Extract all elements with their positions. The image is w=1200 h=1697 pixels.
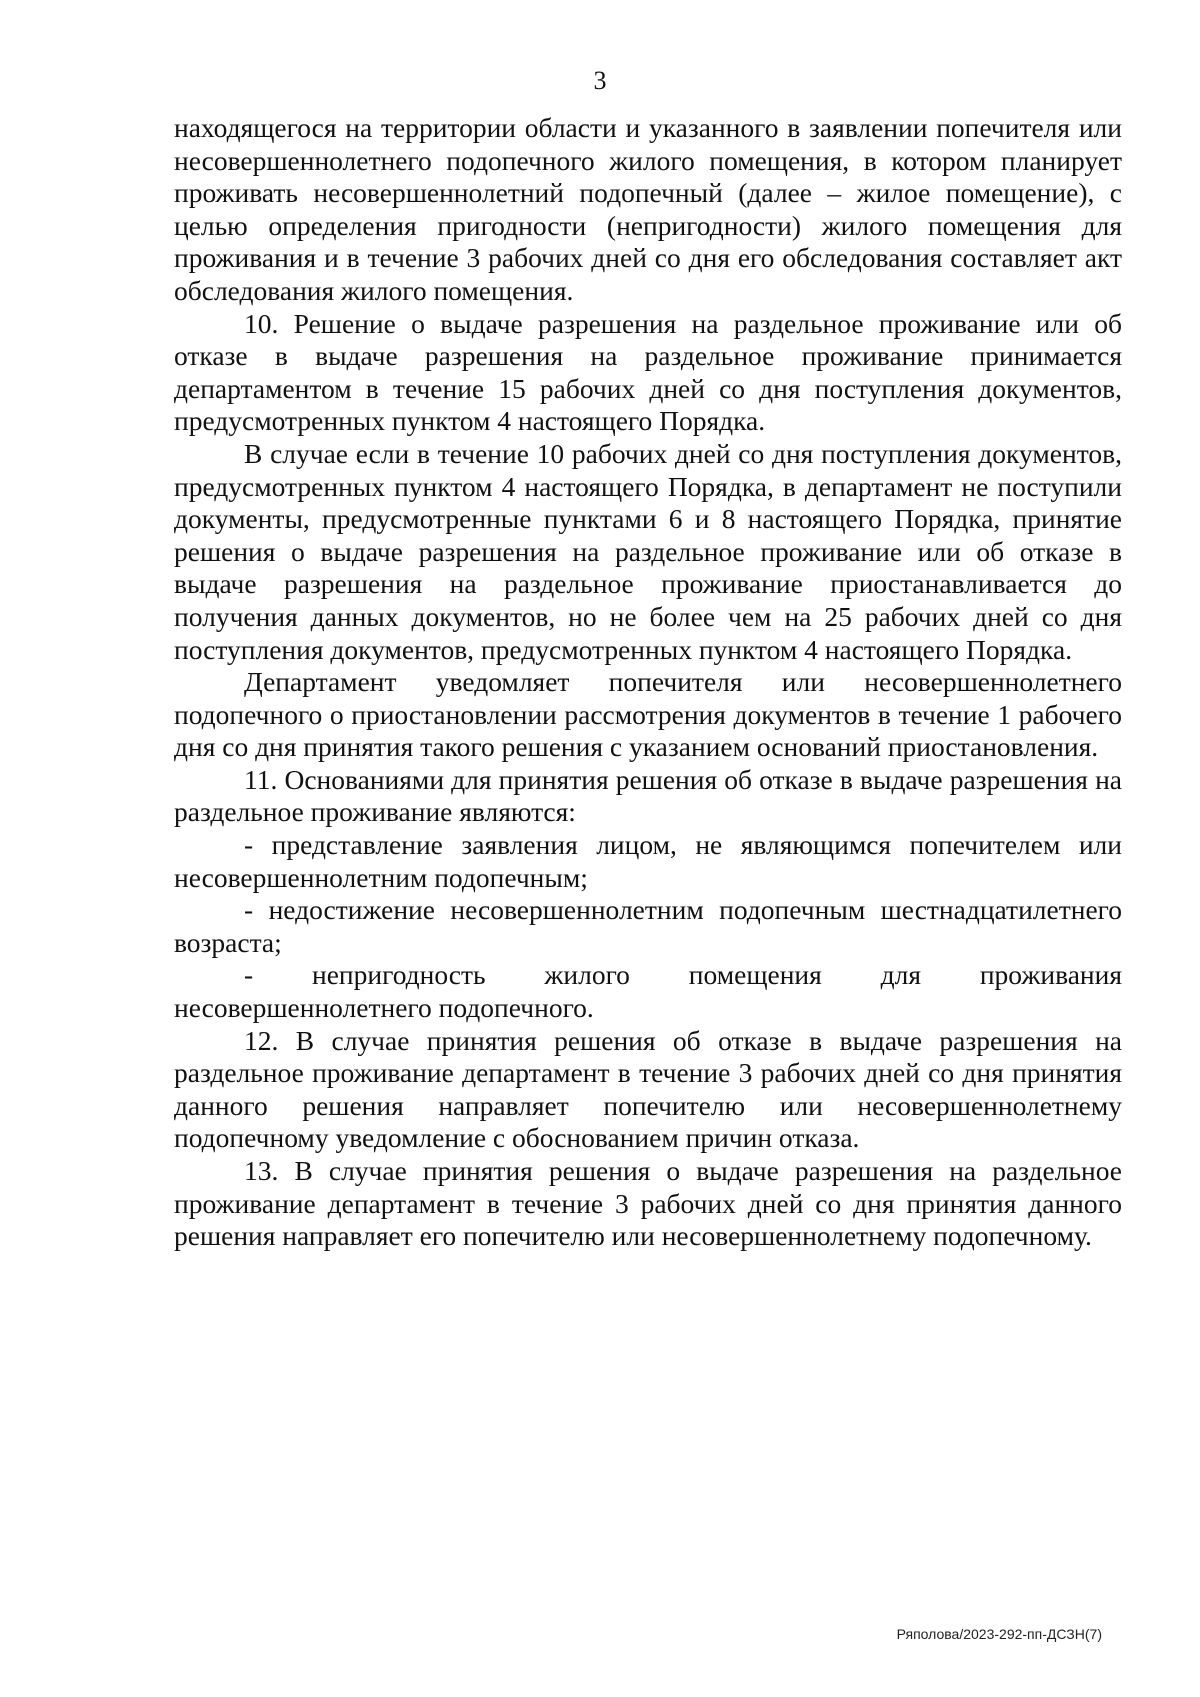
page-number: 3 <box>593 66 607 95</box>
paragraph-3: В случае если в течение 10 рабочих дней со дня поступления документов, предусмотренных пунктом 4 настоящего Порядка, в департамент не поступили документы, предусмотренные пунктами 6 и 8 настоящего Порядка, принятие решения о выдаче разрешения на раздельное проживание или об отказе в выдаче разрешения на раздельное проживание приостанавливается до получения данных документов, но не более чем на 25 рабочих дней со дня поступления документов, предусмотренных пунктом 4 настоящего Порядка. <box>174 437 1122 665</box>
paragraph-1: находящегося на территории области и указанного в заявлении попечителя или несовершеннолетнего подопечного жилого помещения, в котором планирует проживать несовершеннолетний подопечный (далее – жилое помещение), с целью определения пригодности (непригодности) жилого помещения для проживания и в течение 3 рабочих дней со дня его обследования составляет акт обследования жилого помещения. <box>174 112 1122 306</box>
paragraph-10: 13. В случае принятия решения о выдаче разрешения на раздельное проживание департамент в течение 3 рабочих дней со дня принятия данного решения направляет его попечителю или несовершеннолетнему подопечному. <box>174 1155 1122 1252</box>
paragraph-9: 12. В случае принятия решения об отказе в выдаче разрешения на раздельное проживание департамент в течение 3 рабочих дней со дня принятия данного решения направляет попечителю или несовершеннолетнему подопечному уведомление с обоснованием причин отказа. <box>174 1024 1122 1154</box>
document-body <box>174 112 1122 1253</box>
paragraph-6: - представление заявления лицом, не являющимся попечителем или несовершеннолетним подопечным; <box>174 829 1122 893</box>
paragraph-7: - недостижение несовершеннолетним подопечным шестнадцатилетнего возраста; <box>174 894 1122 958</box>
paragraph-8: - непригодность жилого помещения для проживания несовершеннолетнего подопечного. <box>174 959 1122 1024</box>
paragraph-5: 11. Основаниями для принятия решения об отказе в выдаче разрешения на раздельное проживание являются: <box>174 763 1122 828</box>
paragraph-2: 10. Решение о выдаче разрешения на раздельное проживание или об отказе в выдаче разрешения на раздельное проживание принимается департаментом в течение 15 рабочих дней со дня поступления документов, предусмотренных пунктом 4 настоящего Порядка. <box>174 307 1122 437</box>
paragraph-4: Департамент уведомляет попечителя или несовершеннолетнего подопечного о приостановлении рассмотрения документов в течение 1 рабочего дня со дня принятия такого решения с указанием оснований приостановления. <box>174 666 1122 763</box>
footer-document-code: Ряполова/2023-292-пп-ДСЗН(7) <box>896 1626 1102 1642</box>
